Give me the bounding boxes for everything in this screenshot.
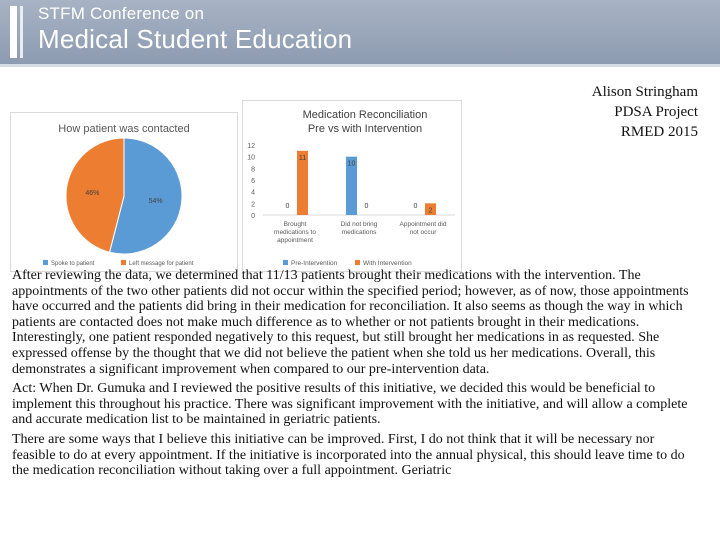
header-accent-bar	[10, 6, 17, 58]
pie-chart-title: How patient was contacted	[58, 123, 190, 135]
pie-slice-label-2: 46%	[85, 190, 100, 198]
bar-legend-swatch-1	[283, 260, 288, 265]
bar-value-label-pre-2: 10	[347, 160, 356, 168]
y-tick-label-3: 4	[251, 189, 255, 197]
bar-value-label-pre-3: 0	[413, 203, 418, 210]
bar-chart	[243, 101, 461, 271]
bar-value-label-pre-1: 0	[285, 203, 290, 210]
bar-value-label-with-2: 0	[364, 203, 369, 210]
bar-legend-swatch-2	[355, 260, 360, 265]
results-paragraph: After reviewing the data, we determined that 11/13 patients brought their medications with the intervention. The appointments of the two other patients did not occur within the specified period; however, as of now, those appointments have occurred and the patients did bring in their medication for reconciliation. It also seems as though the way in which patients are contacted does not make much difference as to whether or not patients brought in their medications. Interestingly, one patient responded negatively to this request, but still brought her medications in as requested. She expressed offense by the thought that we did not believe the patient when she told us her medications. Overall, this demonstrates a significant improvement when compared to our pre-intervention data.	[12, 268, 689, 377]
project-name: PDSA Project	[614, 104, 698, 120]
y-tick-label-6: 10	[247, 154, 255, 162]
bar-chart-title: Medication Reconciliation	[302, 109, 428, 121]
pie-legend-label-1: Spoke to patient	[51, 261, 95, 267]
report-body	[12, 268, 698, 483]
pie-chart	[11, 113, 237, 271]
pie-chart-panel	[10, 112, 238, 272]
bar-value-label-with-3: 2	[428, 207, 433, 215]
bar-value-label-with-1: 11	[298, 154, 307, 162]
bar-chart-panel	[242, 100, 462, 272]
y-tick-label-4: 6	[251, 178, 255, 185]
pie-legend-label-2: Left message for patient	[129, 261, 194, 267]
improvement-paragraph: There are some ways that I believe this initiative can be improved. First, I do not think that it will be necessary nor feasible to do at every appointment. If the initiative is incorporated into the annual physical, this should leave time to do the medication reconciliation without taking over a full appointment. Geriatric	[12, 431, 685, 479]
pie-legend-swatch-2	[121, 260, 126, 265]
conference-header	[0, 0, 720, 64]
header-accent-bar-thin	[20, 6, 23, 58]
y-tick-label-5: 8	[251, 166, 255, 174]
bar-chart-subtitle: Pre vs with Intervention	[307, 123, 423, 135]
y-tick-label-2: 2	[251, 201, 255, 209]
pie-slice-label-1: 54%	[148, 197, 163, 205]
header-divider	[0, 64, 720, 67]
author-name: Alison Stringham	[591, 84, 698, 100]
category-label-1: Brought medications to appointment	[274, 221, 316, 244]
author-block	[592, 82, 698, 142]
category-label-3: Appointment did not occur	[399, 221, 447, 236]
event-name: RMED 2015	[620, 124, 698, 140]
y-tick-label-7: 12	[247, 143, 255, 150]
act-paragraph: Act: When Dr. Gumuka and I reviewed the positive results of this initiative, we decided this would be beneficial to implement this throughout his practice. There was significant improvement with the initiative, and will allow a complete and accurate medication list to be maintained in geriatric patients.	[12, 381, 688, 428]
bar-legend-label-2: With Intervention	[363, 260, 412, 267]
header-line-2: Medical Student Education	[38, 24, 353, 54]
header-line-1: STFM Conference on	[38, 4, 205, 23]
category-label-2: Did not bring medications	[340, 221, 378, 236]
bar-legend-label-1: Pre-Intervention	[291, 260, 338, 267]
y-tick-label-1: 0	[251, 213, 255, 220]
pie-legend-swatch-1	[43, 260, 48, 265]
